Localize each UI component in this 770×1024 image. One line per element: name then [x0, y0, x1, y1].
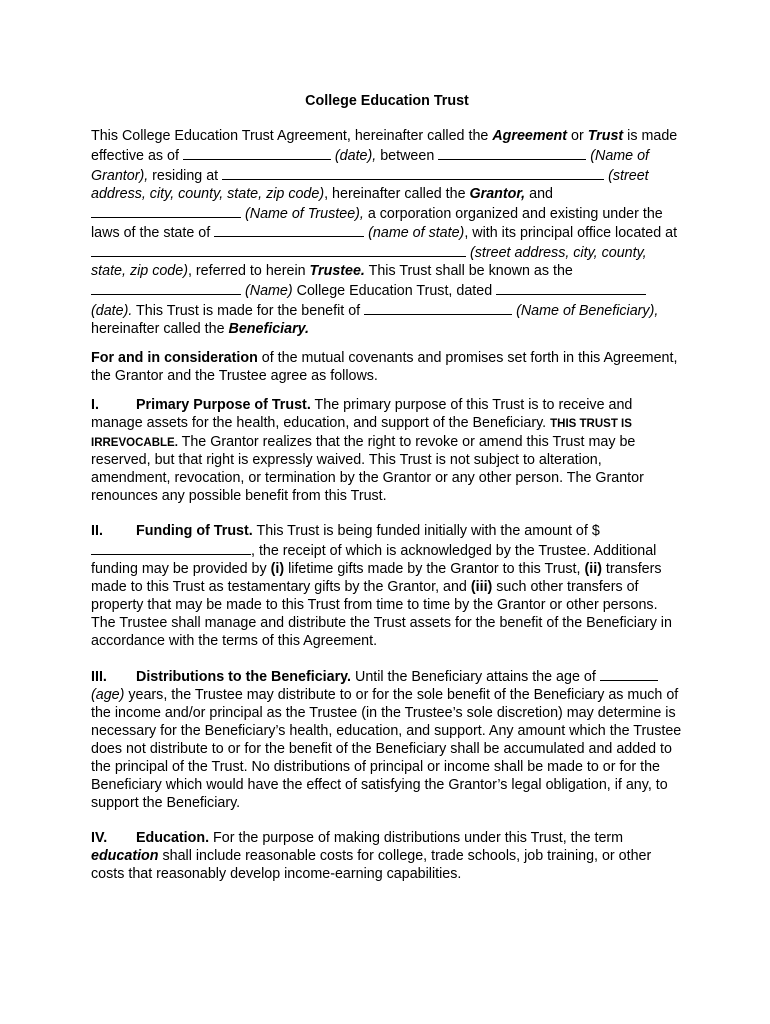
- section-text: lifetime gifts made by the Grantor to this Trust,: [284, 560, 585, 577]
- intro-text: between: [376, 147, 439, 164]
- intro-text: is made effective as of: [91, 127, 678, 164]
- section-2: [91, 523, 683, 650]
- grantor-address-blank[interactable]: [222, 166, 604, 180]
- section-text: The Grantor realizes that the right to revoke or amend this Trust may be reserved, but that right is expressly waived. This Trust is not subject to alteration, amendment, revocation, or termination by the Grantor or any other person. The Grantor renounces any possible benefit from this Trust.: [91, 433, 644, 505]
- irrevocable-notice: THIS TRUST IS IRREVOCABLE.: [91, 417, 632, 449]
- list-marker: (i): [270, 560, 285, 577]
- trust-term: Trust: [587, 127, 624, 144]
- section-text: , the receipt of which is acknowledged by the Trustee. Additional funding may be provided by: [91, 543, 657, 577]
- intro-text: , with its principal office located at: [464, 225, 678, 242]
- grantor-term: Grantor,: [469, 185, 526, 202]
- section-text: This Trust is being funded initially with the amount of $: [252, 523, 600, 540]
- section-3: [91, 667, 683, 812]
- trust-date-blank[interactable]: [496, 281, 646, 295]
- intro-text: hereinafter called the: [91, 320, 229, 337]
- intro-text: residing at: [148, 167, 223, 184]
- trust-name-blank[interactable]: [91, 281, 241, 295]
- section-4: [91, 830, 683, 884]
- grantor-name-blank[interactable]: [438, 146, 586, 160]
- section-text: Until the Beneficiary attains the age of: [351, 669, 600, 686]
- office-address-blank[interactable]: [91, 243, 466, 257]
- intro-text: , referred to herein: [187, 263, 310, 280]
- section-heading: Distributions to the Beneficiary.: [136, 669, 352, 686]
- trustee-name-label: (Name of Trustee),: [244, 205, 364, 222]
- section-number: IV.: [91, 829, 108, 846]
- education-term: education: [91, 847, 159, 864]
- section-number: III.: [91, 669, 107, 686]
- name-label: (Name): [244, 283, 293, 300]
- dated-label: (date).: [91, 303, 133, 320]
- beneficiary-name-label: (Name of Beneficiary),: [516, 303, 659, 320]
- trustee-term: Trustee.: [309, 263, 365, 280]
- section-heading: Funding of Trust.: [136, 523, 253, 540]
- intro-text: , hereinafter called the: [324, 185, 470, 202]
- section-text: transfers made to this Trust as testamentary gifts by the Grantor, and: [91, 560, 662, 595]
- section-1: [91, 397, 683, 506]
- state-blank[interactable]: [214, 223, 364, 237]
- date-blank[interactable]: [183, 146, 331, 160]
- grantor-name-label: (Name of Grantor),: [91, 147, 650, 184]
- intro-text: This College Education Trust Agreement, hereinafter called the: [91, 127, 493, 144]
- section-text: The primary purpose of this Trust is to receive and manage assets for the health, education, and support of the Beneficiary.: [91, 396, 633, 431]
- age-blank[interactable]: [600, 667, 658, 681]
- section-heading: Primary Purpose of Trust.: [136, 396, 311, 413]
- intro-text: and: [525, 185, 553, 202]
- intro-text: This Trust is made for the benefit of: [132, 303, 365, 320]
- consideration-lead: For and in consideration: [91, 349, 258, 366]
- list-marker: (ii): [584, 560, 602, 577]
- office-address-label: (street address, city, county, state, zip code): [91, 245, 647, 280]
- section-text: shall include reasonable costs for college, trade schools, job training, or other costs that reasonably develop income-earning capabilities.: [91, 847, 652, 882]
- intro-text: a corporation organized and existing under the laws of the state of: [91, 205, 663, 242]
- beneficiary-term: Beneficiary.: [228, 320, 310, 337]
- section-text: For the purpose of making distributions under this Trust, the term: [209, 829, 624, 846]
- trustee-name-blank[interactable]: [91, 204, 241, 218]
- section-text: such other transfers of property that may be made to this Trust from time to time by the Grantor or other persons. The Trustee shall manage and distribute the Trust assets for the benefit of the Beneficiary in accordance with the terms of this Agreement.: [91, 578, 672, 649]
- section-number: II.: [91, 523, 103, 540]
- consideration-paragraph: [91, 350, 683, 386]
- address-label: (street address, city, county, state, zip code): [91, 167, 649, 202]
- age-label: (age): [91, 687, 125, 704]
- section-heading: Education.: [136, 829, 210, 846]
- state-label: (name of state): [368, 225, 465, 242]
- beneficiary-name-blank[interactable]: [364, 301, 512, 315]
- date-label: (date),: [334, 147, 377, 164]
- intro-text: or: [567, 127, 588, 144]
- list-marker: (iii): [470, 578, 493, 595]
- intro-paragraph: [91, 128, 683, 339]
- section-number: I.: [91, 396, 99, 413]
- amount-blank[interactable]: [91, 541, 251, 555]
- document-page: [91, 93, 683, 883]
- document-title: College Education Trust: [305, 93, 469, 109]
- intro-text: College Education Trust, dated: [292, 283, 497, 300]
- intro-text: This Trust shall be known as the: [364, 263, 573, 280]
- consideration-text: of the mutual covenants and promises set forth in this Agreement, the Grantor and the Trustee agree as follows.: [91, 349, 678, 384]
- section-text: years, the Trustee may distribute to or for the sole benefit of the Beneficiary as much of the income and/or principal as the Trustee (in the Trustee’s sole discretion) may determine is necessary for the Beneficiary’s health, education, and support. Any amount which the Trustee does not distribute to or for the benefit of the Beneficiary shall be accumulated and added to the principal of the Trust. No distributions of principal or income shall be made to or for the Beneficiary which would have the effect of satisfying the Grantor’s legal obligation, if any, to support the Beneficiary.: [91, 687, 682, 811]
- agreement-term: Agreement: [492, 127, 568, 144]
